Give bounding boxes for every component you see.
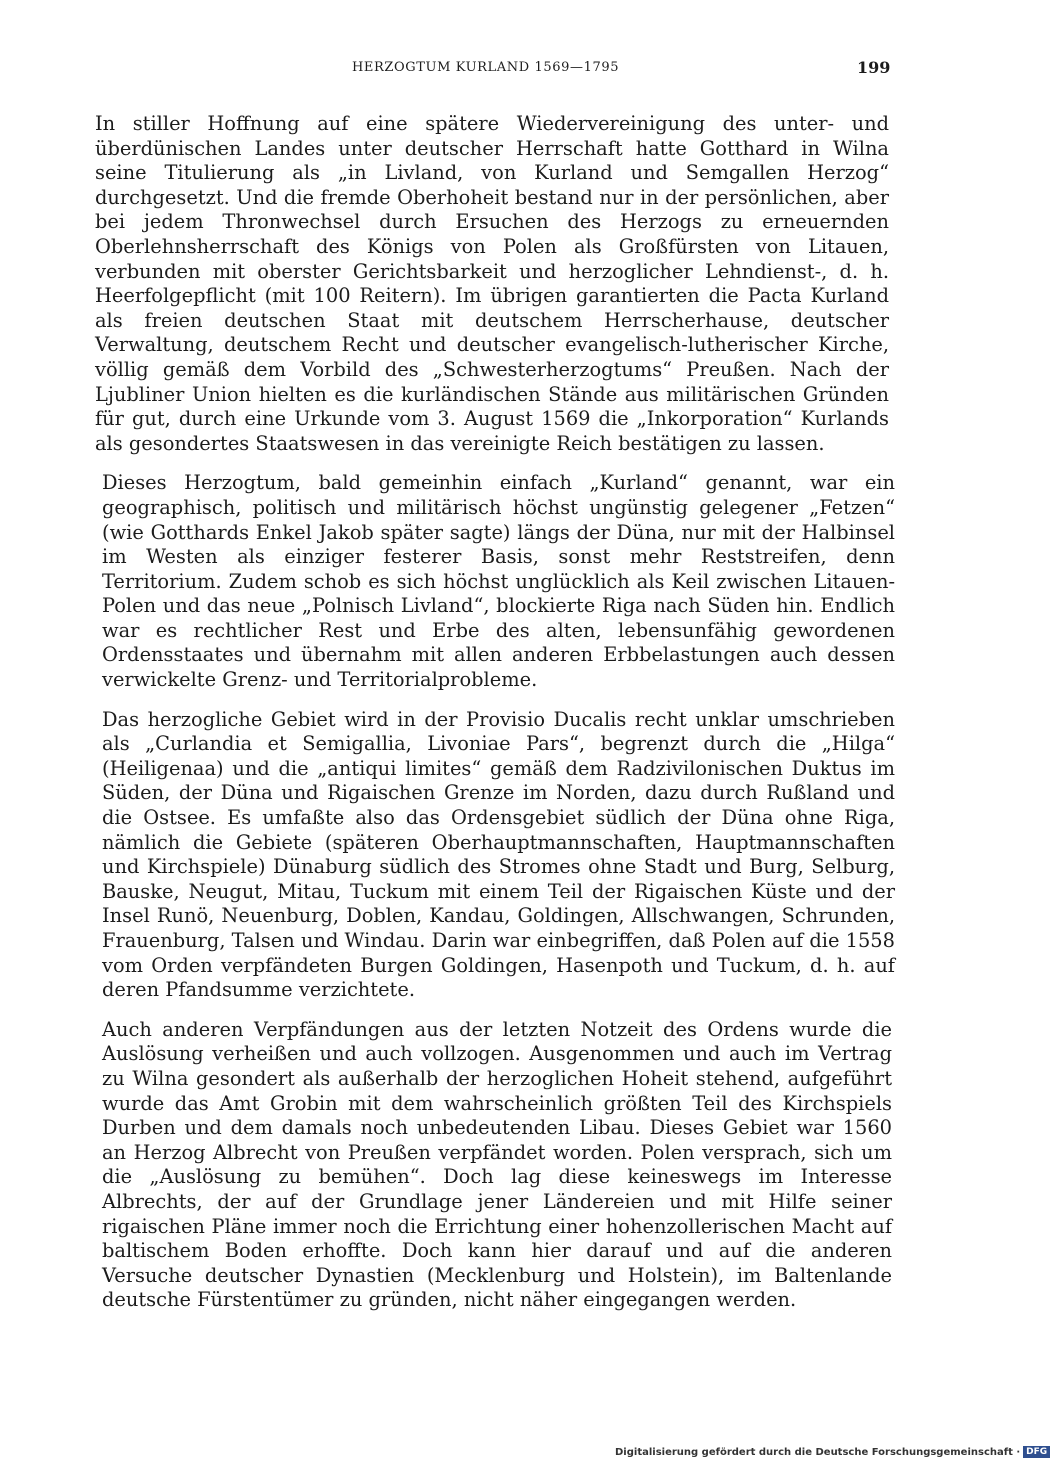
page-number: 199: [857, 58, 891, 77]
digitization-credit: [615, 1446, 1050, 1458]
paragraph-2: Dieses Herzogtum, bald gemeinhin einfach „Kurland“ genannt, war ein geographisch, politisch und militärisch höchst ungünstig gelegener „Fetzen“ (wie Gotthards Enkel Jakob später sagte) längs der Düna, nur mit der Halbinsel im Westen als einziger festerer Basis, sonst mehr Reststreifen, denn Territorium. Zudem schob es sich höchst unglücklich als Keil zwischen Litauen-Polen und das neue „Polnisch Livland“, blockierte Riga nach Süden hin. Endlich war es rechtlicher Rest und Erbe des alten, lebensunfähig gewordenen Ordensstaates und übernahm mit allen anderen Erbbelastungen auch dessen verwickelte Grenz- und Territorialprobleme.: [102, 471, 895, 692]
paragraph-3: Das herzogliche Gebiet wird in der Provisio Ducalis recht unklar umschrieben als „Curlandia et Semigallia, Livoniae Pars“, begrenzt durch die „Hilga“ (Heiligenaa) und die „antiqui limites“ gemäß dem Radzivilonischen Duktus im Süden, der Düna und Rigaischen Grenze im Norden, dazu durch Rußland und die Ostsee. Es umfaßte also das Ordensgebiet südlich der Düna ohne Riga, nämlich die Gebiete (späteren Oberhauptmannschaften, Hauptmannschaften und Kirchspiele) Dünaburg südlich des Stromes ohne Stadt und Burg, Selburg, Bauske, Neugut, Mitau, Tuckum mit einem Teil der Rigaischen Küste und der Insel Runö, Neuenburg, Doblen, Kandau, Goldingen, Allschwangen, Schrunden, Frauenburg, Talsen und Windau. Darin war einbegriffen, daß Polen auf die 1558 vom Orden verpfändeten Burgen Goldingen, Hasenpoth und Tuckum, d. h. auf deren Pfandsumme verzichtete.: [102, 707, 895, 1002]
dfg-logo: DFG: [1023, 1446, 1050, 1458]
paragraph-4: Auch anderen Verpfändungen aus der letzten Notzeit des Ordens wurde die Auslösung verheißen und auch vollzogen. Ausgenommen und auch im Vertrag zu Wilna gesondert als außerhalb der herzoglichen Hoheit stehend, aufgeführt wurde das Amt Grobin mit dem wahrscheinlich größten Teil des Kirchspiels Durben und dem damals noch unbedeutenden Libau. Dieses Gebiet war 1560 an Herzog Albrecht von Preußen verpfändet worden. Polen versprach, sich um die „Auslösung zu bemühen“. Doch lag diese keineswegs im Interesse Albrechts, der auf der Grundlage jener Ländereien und mit Hilfe seiner rigaischen Pläne immer noch die Errichtung einer hohenzollerischen Macht auf baltischem Boden erhoffte. Doch kann hier darauf und auf die anderen Versuche deutscher Dynastien (Mecklenburg und Holstein), im Baltenlande deutsche Fürstentümer zu gründen, nicht näher eingegangen werden.: [102, 1017, 892, 1312]
paragraph-1: In stiller Hoffnung auf eine spätere Wiedervereinigung des unter- und überdünischen Landes unter deutscher Herrschaft hatte Gotthard in Wilna seine Titulierung als „in Livland, von Kurland und Semgallen Herzog“ durchgesetzt. Und die fremde Oberhoheit bestand nur in der persönlichen, aber bei jedem Thronwechsel durch Ersuchen des Herzogs zu erneuernden Oberlehnsherrschaft des Königs von Polen als Großfürsten von Litauen, verbunden mit oberster Gerichtsbarkeit und herzoglicher Lehndienst-, d. h. Heerfolgepflicht (mit 100 Reitern). Im übrigen garantierten die Pacta Kurland als freien deutschen Staat mit deutschem Herrscherhause, deutscher Verwaltung, deutschem Recht und deutscher evangelisch-lutherischer Kirche, völlig gemäß dem Vorbild des „Schwesterherzogtums“ Preußen. Nach der Ljubliner Union hielten es die kurländischen Stände aus militärischen Gründen für gut, durch eine Urkunde vom 3. August 1569 die „Inkorporation“ Kurlands als gesondertes Staatswesen in das vereinigte Reich bestätigen zu lassen.: [95, 112, 889, 455]
running-header: HERZOGTUM KURLAND 1569—1795: [352, 60, 620, 75]
credit-text: Digitalisierung gefördert durch die Deutsche Forschungsgemeinschaft ·: [615, 1447, 1021, 1458]
body-text: [95, 112, 895, 1328]
